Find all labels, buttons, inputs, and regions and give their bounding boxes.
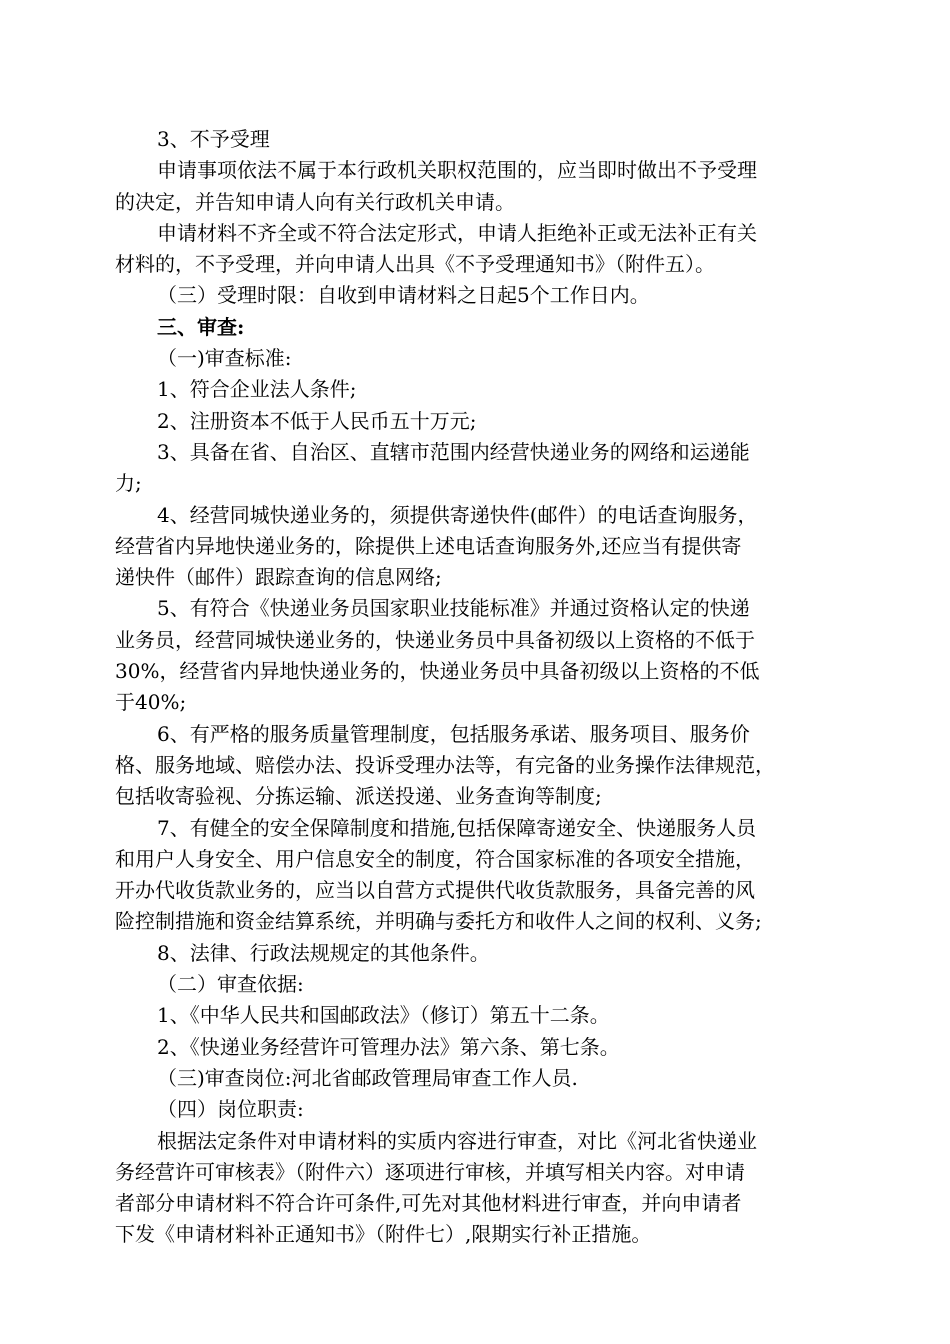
section-heading: 三、审查:: [157, 314, 245, 339]
subsection-heading: （二）审查依据:: [157, 972, 304, 997]
subsection-heading: （三)审查岗位:河北省邮政管理局审查工作人员.: [157, 1065, 578, 1090]
list-item: 1、符合企业法人条件;: [157, 377, 357, 402]
paragraph-line: 申请事项依法不属于本行政机关职权范围的，应当即时做出不予受理: [157, 158, 757, 183]
paragraph-line: 者部分申请材料不符合许可条件,可先对其他材料进行审查，并向申请者: [115, 1191, 742, 1216]
list-item: 7、有健全的安全保障制度和措施,包括保障寄递安全、快递服务人员: [157, 815, 757, 840]
paragraph-line: 下发《申请材料补正通知书》（附件七）,限期实行补正措施。: [115, 1222, 652, 1247]
paragraph-line: 申请材料不齐全或不符合法定形式，申请人拒绝补正或无法补正有关: [157, 220, 757, 245]
paragraph-line: 的决定，并告知申请人向有关行政机关申请。: [115, 189, 515, 214]
list-item: 5、有符合《快递业务员国家职业技能标准》并通过资格认定的快递: [157, 596, 750, 621]
subsection-heading: （一)审查标准:: [157, 346, 292, 371]
document-body: [115, 124, 845, 1251]
list-item-continuation: 格、服务地域、赔偿办法、投诉受理办法等，有完备的业务操作法律规范，: [115, 752, 775, 777]
list-item-continuation: 递快件（邮件）跟踪查询的信息网络;: [115, 565, 442, 590]
list-item-continuation: 30%，经营省内异地快递业务的，快递业务员中具备初级以上资格的不低: [115, 659, 760, 684]
paragraph-line: 材料的，不予受理，并向申请人出具《不予受理通知书》（附件五）。: [115, 252, 715, 277]
paragraph-line: 根据法定条件对申请材料的实质内容进行审查，对比《河北省快递业: [157, 1128, 757, 1153]
list-item-continuation: 和用户人身安全、用户信息安全的制度，符合国家标准的各项安全措施，: [115, 846, 755, 871]
list-item-continuation: 经营省内异地快递业务的，除提供上述电话查询服务外,还应当有提供寄: [115, 533, 742, 558]
list-item-continuation: 于40%;: [115, 690, 187, 715]
paragraph-line: 3、不予受理: [157, 127, 270, 151]
list-item: 2、《快递业务经营许可管理办法》第六条、第七条。: [157, 1034, 620, 1059]
list-item: 2、注册资本不低于人民币五十万元;: [157, 408, 477, 433]
list-item: 4、经营同城快递业务的，须提供寄递快件(邮件）的电话查询服务，: [157, 502, 758, 527]
list-item-continuation: 业务员，经营同城快递业务的，快递业务员中具备初级以上资格的不低于: [115, 627, 755, 652]
list-item: 1、《中华人民共和国邮政法》（修订）第五十二条。: [157, 1003, 610, 1028]
list-item: 8、法律、行政法规规定的其他条件。: [157, 940, 490, 965]
list-item-continuation: 力;: [115, 471, 142, 496]
list-item-continuation: 险控制措施和资金结算系统，并明确与委托方和收件人之间的权利、义务;: [115, 909, 762, 934]
list-item-continuation: 包括收寄验视、分拣运输、派送投递、业务查询等制度;: [115, 784, 602, 809]
list-item: 6、有严格的服务质量管理制度，包括服务承诺、服务项目、服务价: [157, 721, 750, 746]
paragraph-line: 务经营许可审核表》（附件六）逐项进行审核，并填写相关内容。对申请: [115, 1159, 745, 1184]
list-item-continuation: 开办代收货款业务的，应当以自营方式提供代收货款服务，具备完善的风: [115, 878, 755, 903]
paragraph-line: （三）受理时限：自收到申请材料之日起5个工作日内。: [157, 283, 650, 308]
subsection-heading: （四）岗位职责:: [157, 1097, 304, 1122]
list-item: 3、具备在省、自治区、直辖市范围内经营快递业务的网络和运递能: [157, 439, 750, 464]
